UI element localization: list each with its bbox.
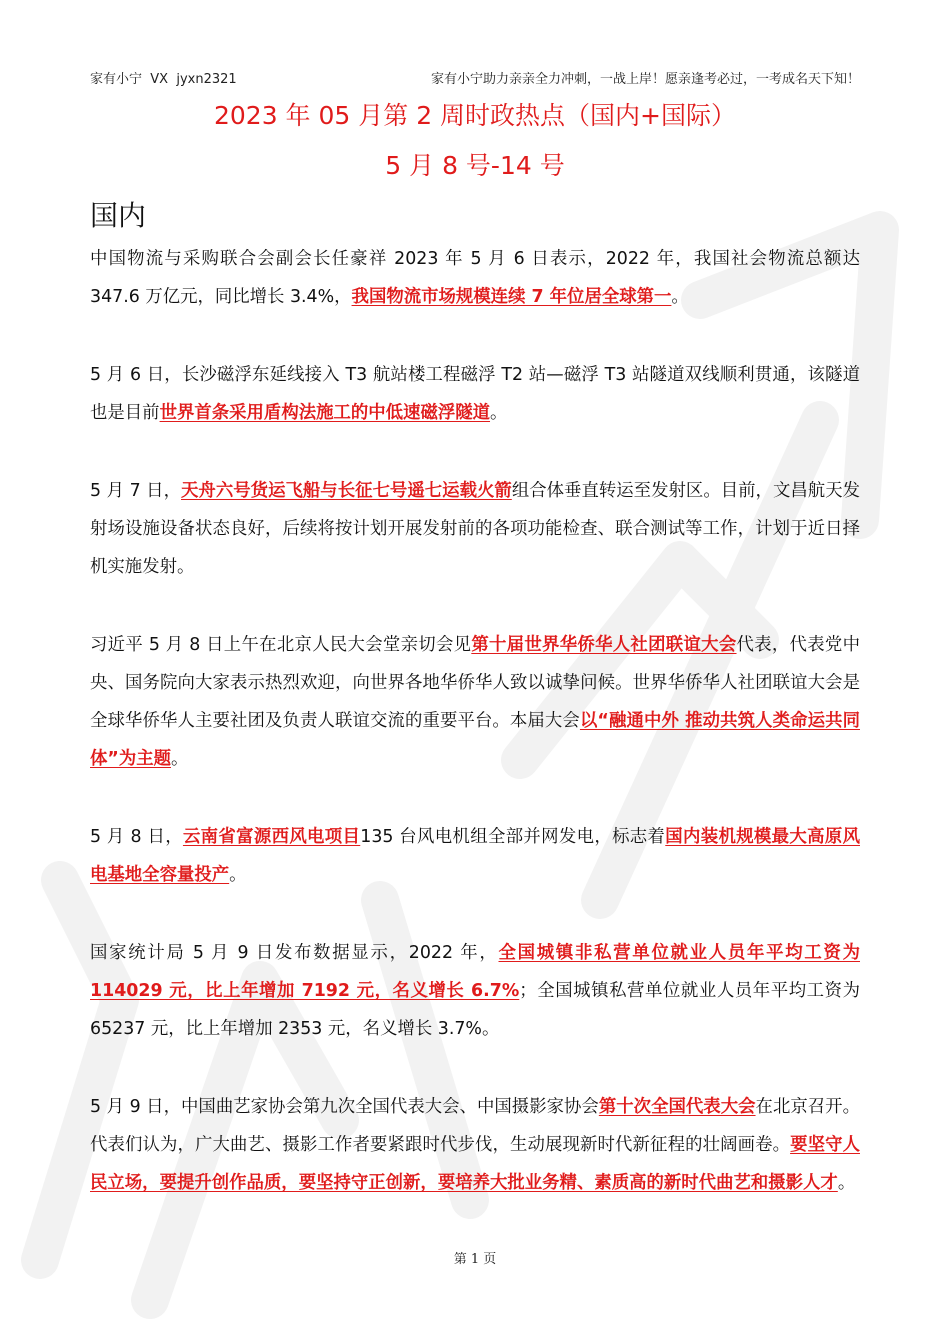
highlighted-keyphrase: 天舟六号货运飞船与长征七号遥七运载火箭 <box>181 481 512 501</box>
highlighted-keyphrase: 第十届世界华侨华人社团联谊大会 <box>471 635 737 655</box>
highlighted-keyphrase: 云南省富源西风电项目 <box>182 827 361 847</box>
paragraph-text: 组合体垂直转运至发射区。目前，文昌航天发射场设施设备状态良好，后续将按计划开展发射前的各项功能检查、联合测试等工作，计划于近日择机实施发射。 <box>90 481 860 577</box>
header-right-text: 家有小宁助力亲亲全力冲刺，一战上岸！愿亲逢考必过，一考成名天下知！ <box>430 72 860 87</box>
news-paragraph <box>90 472 860 586</box>
news-paragraph <box>90 240 860 316</box>
paragraph-text: 5 月 9 日，中国曲艺家协会第九次全国代表大会、中国摄影家协会 <box>90 1097 599 1117</box>
highlighted-keyphrase: 国内装机规模最大高原风电基地全容量投产 <box>90 827 860 885</box>
paragraph-text: 135 台风电机组全部并网发电，标志着 <box>360 827 666 847</box>
paragraph-text: 。 <box>171 749 189 769</box>
paragraph-text: 5 月 8 日， <box>90 827 183 847</box>
paragraph-text: 在北京召开。代表们认为，广大曲艺、摄影工作者要紧跟时代步伐，生动展现新时代新征程的壮阔画卷。 <box>90 1097 860 1155</box>
paragraph-text: 。 <box>229 865 247 885</box>
news-content <box>90 240 860 1242</box>
paragraph-text: 。 <box>671 287 689 307</box>
highlighted-keyphrase: 我国物流市场规模连续 7 年位居全球第一 <box>351 287 672 307</box>
news-paragraph <box>90 1088 860 1202</box>
highlighted-keyphrase: 要坚守人民立场，要提升创作品质，要坚持守正创新，要培养大批业务精、素质高的新时代曲艺和摄影人才 <box>90 1135 860 1193</box>
paragraph-text: 5 月 7 日， <box>90 481 182 501</box>
paragraph-text: 代表，代表党中央、国务院向大家表示热烈欢迎，向世界各地华侨华人致以诚挚问候。世界华侨华人社团联谊大会是全球华侨华人主要社团及负责人联谊交流的重要平台。本届大会 <box>90 635 860 731</box>
paragraph-text: ；全国城镇私营单位就业人员年平均工资为 65237 元，比上年增加 2353 元，名义增长 3.7%。 <box>90 981 860 1039</box>
document-title: 2023 年 05 月第 2 周时政热点（国内+国际） <box>213 101 737 130</box>
paragraph-text: 中国物流与采购联合会副会长任豪祥 2023 年 5 月 6 日表示，2022 年，我国社会物流总额达 347.6 万亿元，同比增长 3.4%， <box>90 249 860 307</box>
news-paragraph <box>90 934 860 1048</box>
highlighted-keyphrase: 以“融通中外 推动共筑人类命运共同体”为主题 <box>90 711 860 769</box>
paragraph-text: 。 <box>837 1173 856 1193</box>
news-paragraph <box>90 626 860 778</box>
page-number: 第 1 页 <box>453 1252 497 1267</box>
highlighted-keyphrase: 第十次全国代表大会 <box>598 1097 756 1117</box>
paragraph-text: 5 月 6 日，长沙磁浮东延线接入 T3 航站楼工程磁浮 T2 站—磁浮 T3 站隧道双线顺利贯通，该隧道也是目前 <box>90 365 860 423</box>
news-paragraph <box>90 356 860 432</box>
paragraph-text: 习近平 5 月 8 日上午在北京人民大会堂亲切会见 <box>90 635 472 655</box>
section-heading-domestic: 国内 <box>90 199 147 232</box>
highlighted-keyphrase: 全国城镇非私营单位就业人员年平均工资为 114029 元，比上年增加 7192 元，名义增长 6.7% <box>90 943 860 1001</box>
paragraph-text: 国家统计局 5 月 9 日发布数据显示，2022 年， <box>90 943 499 963</box>
document-subtitle-date-range: 5 月 8 号-14 号 <box>385 151 565 180</box>
header-left-text: 家有小宁 VX jyxn2321 <box>90 72 237 87</box>
page-header <box>90 68 860 90</box>
paragraph-text: 。 <box>490 403 508 423</box>
highlighted-keyphrase: 世界首条采用盾构法施工的中低速磁浮隧道 <box>159 403 491 423</box>
news-paragraph <box>90 818 860 894</box>
